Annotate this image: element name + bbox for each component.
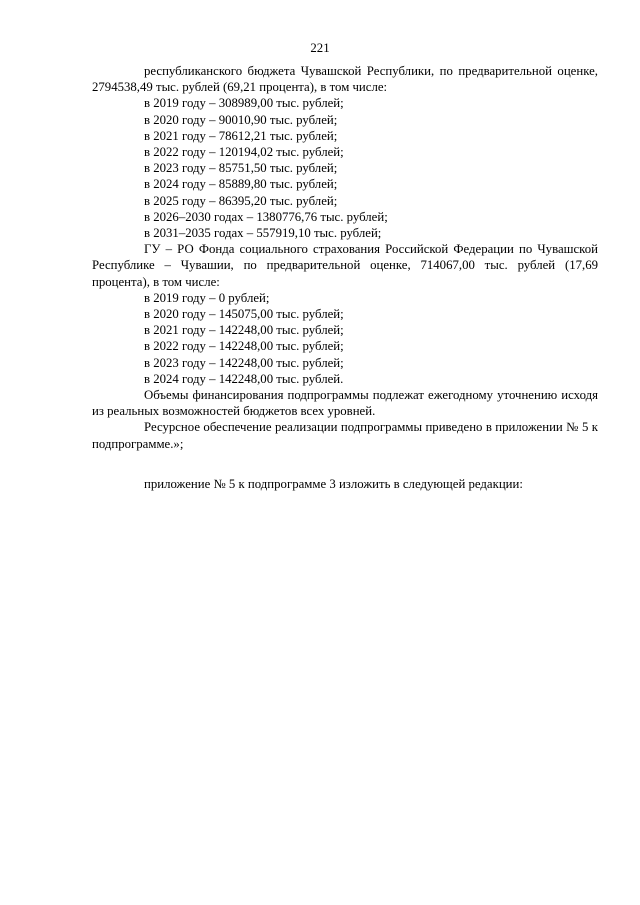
social-insurance-year-item: в 2019 году – 0 рублей; <box>144 290 270 305</box>
republican-budget-year-item: в 2021 году – 78612,21 тыс. рублей; <box>144 128 338 143</box>
republican-budget-year-item: в 2024 году – 85889,80 тыс. рублей; <box>144 177 338 192</box>
republican-budget-year-item: в 2025 году – 86395,20 тыс. рублей; <box>144 193 338 208</box>
paragraph-spacer <box>92 452 598 476</box>
resource-provision-paragraph: Ресурсное обеспечение реализации подпрограммы приведено в приложении № 5 к подпрограмме.»; <box>92 420 598 451</box>
republican-budget-year-item: в 2026–2030 годах – 1380776,76 тыс. рублей; <box>144 209 388 224</box>
page-number: 221 <box>310 41 330 55</box>
republican-budget-year-item: в 2023 году – 85751,50 тыс. рублей; <box>144 161 338 176</box>
republican-budget-paragraph: республиканского бюджета Чувашской Республики, по предварительной оценке, 2794538,49 тыс. рублей (69,21 процента), в том числе: <box>92 64 598 95</box>
republican-budget-year-item: в 2022 году – 120194,02 тыс. рублей; <box>144 145 344 160</box>
social-insurance-fund-paragraph: ГУ – РО Фонда социального страхования Российской Федерации по Чувашской Республике – Чувашии, по предварительной оценке, 714067,00 тыс. рублей (17,69 процента), в том числе: <box>92 242 598 289</box>
social-insurance-year-item: в 2023 году – 142248,00 тыс. рублей; <box>144 355 344 370</box>
financing-volumes-paragraph: Объемы финансирования подпрограммы подлежат ежегодному уточнению исходя из реальных возможностей бюджетов всех уровней. <box>92 388 598 419</box>
document-body <box>92 63 598 492</box>
social-insurance-year-item: в 2024 году – 142248,00 тыс. рублей. <box>144 371 344 386</box>
appendix-instruction-paragraph: приложение № 5 к подпрограмме 3 изложить в следующей редакции: <box>144 476 523 491</box>
social-insurance-year-item: в 2022 году – 142248,00 тыс. рублей; <box>144 339 344 354</box>
republican-budget-year-item: в 2031–2035 годах – 557919,10 тыс. рублей; <box>144 226 382 241</box>
republican-budget-year-item: в 2019 году – 308989,00 тыс. рублей; <box>144 96 344 111</box>
republican-budget-year-item: в 2020 году – 90010,90 тыс. рублей; <box>144 112 338 127</box>
social-insurance-year-item: в 2021 году – 142248,00 тыс. рублей; <box>144 323 344 338</box>
social-insurance-year-item: в 2020 году – 145075,00 тыс. рублей; <box>144 307 344 322</box>
